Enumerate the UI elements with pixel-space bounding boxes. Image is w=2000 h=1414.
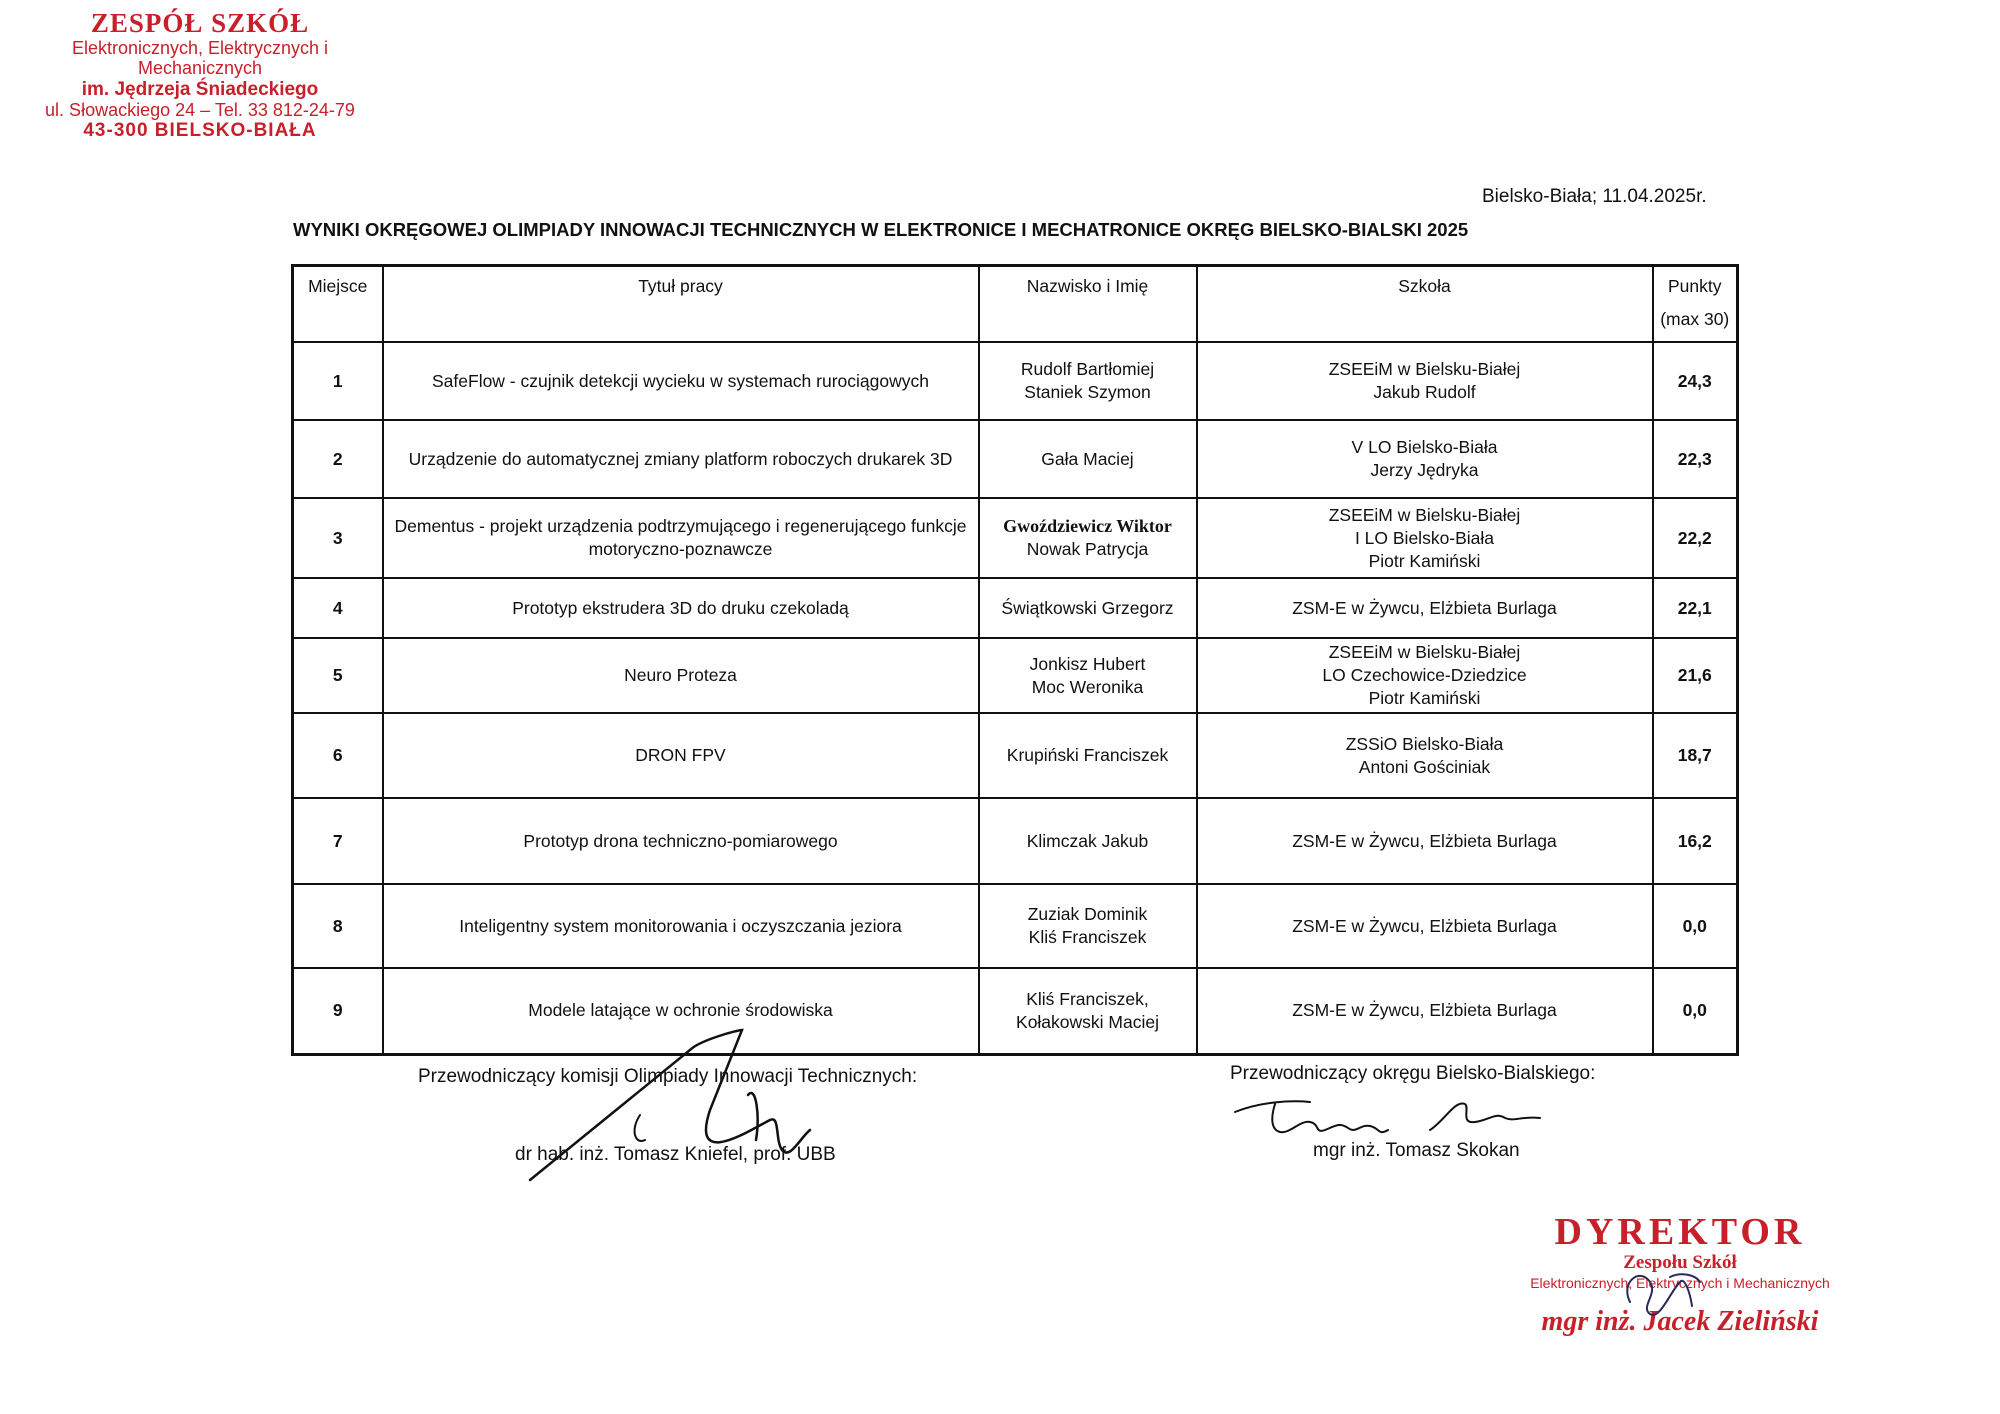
row-school-line: ZSM-E w Żywcu, Elżbieta Burlaga bbox=[1292, 915, 1557, 936]
row-names bbox=[979, 798, 1197, 884]
row-name: Gwoździewicz Wiktor bbox=[1003, 516, 1172, 536]
row-title: Neuro Proteza bbox=[383, 638, 979, 713]
row-school bbox=[1197, 578, 1653, 638]
row-school bbox=[1197, 420, 1653, 498]
left-handwritten-signature bbox=[520, 1020, 860, 1190]
row-title: Prototyp drona techniczno-pomiarowego bbox=[383, 798, 979, 884]
row-name: Moc Weronika bbox=[1031, 676, 1144, 697]
row-name: Nowak Patrycja bbox=[1026, 539, 1149, 559]
row-school bbox=[1197, 713, 1653, 798]
row-name: Kliś Franciszek bbox=[1028, 927, 1147, 947]
school-stamp-line3: ul. Słowackiego 24 – Tel. 33 812-24-79 bbox=[45, 99, 355, 120]
document-title: WYNIKI OKRĘGOWEJ OLIMPIADY INNOWACJI TECHNICZNYCH W ELEKTRONICE I MECHATRONICE OKRĘG BIELSKO-BIALSKI 2025 bbox=[293, 219, 1469, 240]
row-school bbox=[1197, 342, 1653, 420]
row-place: 6 bbox=[293, 713, 383, 798]
row-points: 0,0 bbox=[1653, 884, 1738, 968]
row-school-line: Jerzy Jędryka bbox=[1370, 460, 1479, 480]
row-names bbox=[979, 578, 1197, 638]
row-points: 24,3 bbox=[1653, 342, 1738, 420]
row-names bbox=[979, 713, 1197, 798]
table-row bbox=[293, 884, 1738, 968]
table-row bbox=[293, 498, 1738, 578]
row-title: Dementus - projekt urządzenia podtrzymującego i regenerującego funkcje motoryczno-poznawcze bbox=[383, 498, 979, 578]
table-row bbox=[293, 578, 1738, 638]
director-stamp-line: Elektronicznych, Elektrycznych i Mechanicznych bbox=[1530, 1275, 1830, 1291]
results-table bbox=[291, 264, 1739, 1056]
row-names bbox=[979, 498, 1197, 578]
row-points: 22,3 bbox=[1653, 420, 1738, 498]
school-stamp-line4: 43-300 BIELSKO-BIAŁA bbox=[83, 119, 317, 141]
row-points: 21,6 bbox=[1653, 638, 1738, 713]
school-stamp bbox=[30, 8, 370, 141]
table-row bbox=[293, 798, 1738, 884]
row-points: 18,7 bbox=[1653, 713, 1738, 798]
table-row bbox=[293, 342, 1738, 420]
table-row bbox=[293, 713, 1738, 798]
row-school-line: ZSSiO Bielsko-Biała bbox=[1345, 733, 1504, 754]
row-names bbox=[979, 342, 1197, 420]
table-row bbox=[293, 420, 1738, 498]
school-stamp-line2: im. Jędrzeja Śniadeckiego bbox=[81, 78, 319, 100]
right-signature-label: Przewodniczący okręgu Bielsko-Bialskiego: bbox=[1230, 1063, 1596, 1084]
header-name: Nazwisko i Imię bbox=[979, 266, 1197, 343]
row-name: Gała Maciej bbox=[1041, 448, 1134, 469]
row-school-line: ZSEEiM w Bielsku-Białej bbox=[1328, 359, 1521, 379]
header-points-label: Punkty bbox=[1668, 276, 1722, 296]
row-place: 5 bbox=[293, 638, 383, 713]
row-names bbox=[979, 420, 1197, 498]
director-stamp-name: mgr inż. Jacek Zieliński bbox=[1541, 1306, 1819, 1337]
row-title: SafeFlow - czujnik detekcji wycieku w systemach rurociągowych bbox=[383, 342, 979, 420]
row-title: Prototyp ekstrudera 3D do druku czekoladą bbox=[383, 578, 979, 638]
header-place: Miejsce bbox=[293, 266, 383, 343]
row-school-line: ZSM-E w Żywcu, Elżbieta Burlaga bbox=[1292, 1000, 1557, 1021]
row-school-line: ZSM-E w Żywcu, Elżbieta Burlaga bbox=[1292, 830, 1557, 851]
row-place: 2 bbox=[293, 420, 383, 498]
row-place: 4 bbox=[293, 578, 383, 638]
school-stamp-title: ZESPÓŁ SZKÓŁ bbox=[90, 8, 310, 38]
row-school-line: Piotr Kamiński bbox=[1368, 550, 1481, 571]
row-school-line: I LO Bielsko-Biała bbox=[1354, 527, 1495, 548]
row-name: Staniek Szymon bbox=[1024, 382, 1151, 402]
table-row bbox=[293, 968, 1738, 1054]
row-title: Urządzenie do automatycznej zmiany platform roboczych drukarek 3D bbox=[383, 420, 979, 498]
row-name: Świątkowski Grzegorz bbox=[1001, 597, 1174, 618]
row-school-line: Piotr Kamiński bbox=[1368, 688, 1481, 708]
row-school bbox=[1197, 498, 1653, 578]
row-place: 1 bbox=[293, 342, 383, 420]
row-title: Inteligentny system monitorowania i oczyszczania jeziora bbox=[383, 884, 979, 968]
row-place: 7 bbox=[293, 798, 383, 884]
table-row bbox=[293, 638, 1738, 713]
row-school-line: Jakub Rudolf bbox=[1373, 382, 1476, 402]
row-place: 8 bbox=[293, 884, 383, 968]
right-handwritten-signature bbox=[1230, 1090, 1590, 1150]
right-signature-name: mgr inż. Tomasz Skokan bbox=[1313, 1140, 1520, 1161]
director-handwritten-signature bbox=[1610, 1262, 1710, 1332]
row-name: Zuziak Dominik bbox=[1027, 904, 1148, 924]
header-points bbox=[1653, 266, 1738, 343]
row-place: 3 bbox=[293, 498, 383, 578]
left-signature-label: Przewodniczący komisji Olimpiady Innowacji Technicznych: bbox=[418, 1066, 918, 1087]
header-title: Tytuł pracy bbox=[383, 266, 979, 343]
row-school-line: ZSM-E w Żywcu, Elżbieta Burlaga bbox=[1292, 597, 1557, 618]
director-stamp-title: DYREKTOR bbox=[1554, 1211, 1806, 1253]
row-name: Rudolf Bartłomiej bbox=[1020, 359, 1155, 379]
row-school bbox=[1197, 798, 1653, 884]
row-names bbox=[979, 968, 1197, 1054]
row-names bbox=[979, 884, 1197, 968]
row-name: Kołakowski Maciej bbox=[1016, 1011, 1159, 1032]
row-school-line: LO Czechowice-Dziedzice bbox=[1322, 665, 1527, 685]
row-points: 22,1 bbox=[1653, 578, 1738, 638]
row-school bbox=[1197, 884, 1653, 968]
row-school-line: Antoni Gościniak bbox=[1358, 756, 1491, 777]
row-name: Kliś Franciszek, bbox=[1026, 988, 1149, 1009]
row-school-line: ZSEEiM w Bielsku-Białej bbox=[1328, 642, 1521, 662]
row-points: 16,2 bbox=[1653, 798, 1738, 884]
row-school-line: V LO Bielsko-Biała bbox=[1351, 437, 1498, 457]
row-points: 0,0 bbox=[1653, 968, 1738, 1054]
row-names bbox=[979, 638, 1197, 713]
row-school bbox=[1197, 968, 1653, 1054]
row-name: Klimczak Jakub bbox=[1026, 830, 1149, 851]
row-points: 22,2 bbox=[1653, 498, 1738, 578]
row-title: Modele latające w ochronie środowiska bbox=[383, 968, 979, 1054]
row-name: Jonkisz Hubert bbox=[1029, 653, 1146, 674]
left-signature-name: dr hab. inż. Tomasz Kniefel, prof. UBB bbox=[515, 1144, 836, 1165]
table-header-row bbox=[293, 266, 1738, 343]
row-name: Krupiński Franciszek bbox=[1006, 745, 1169, 765]
row-place: 9 bbox=[293, 968, 383, 1054]
row-school-line: ZSEEiM w Bielsku-Białej bbox=[1328, 504, 1521, 525]
document-date: Bielsko-Biała; 11.04.2025r. bbox=[1482, 186, 1707, 207]
header-points-max: (max 30) bbox=[1660, 309, 1730, 329]
school-stamp-line1: Elektronicznych, Elektrycznych i Mechanicznych bbox=[71, 38, 329, 79]
row-school bbox=[1197, 638, 1653, 713]
row-title: DRON FPV bbox=[383, 713, 979, 798]
director-stamp-subtitle: Zespołu Szkół bbox=[1623, 1252, 1737, 1273]
header-school: Szkoła bbox=[1197, 266, 1653, 343]
